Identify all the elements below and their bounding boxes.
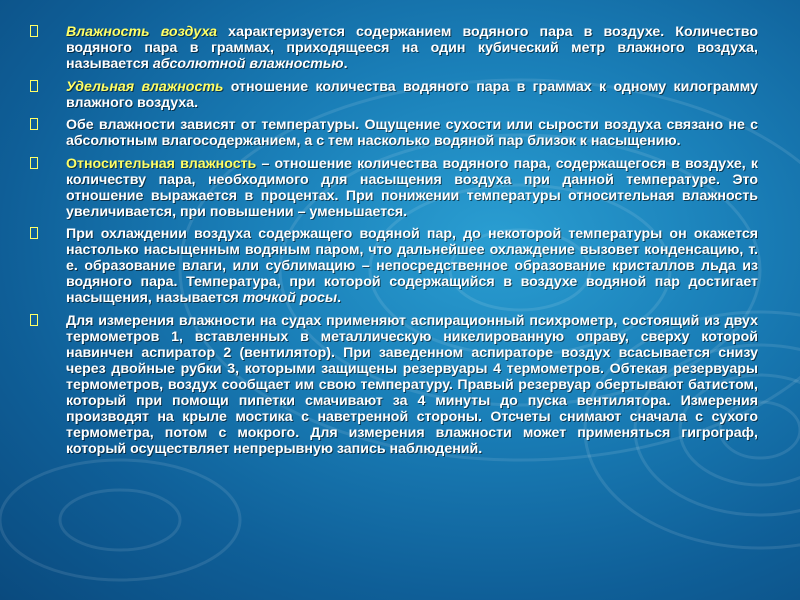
paragraph-text: При охлаждении воздуха содержащего водяной пар, до некоторой температуры он окажется настолько насыщенным водяным паром, что дальнейшее охлаждение вызовет конденсацию, т. е. образование влаги, или сублимацию – непосредственное образование кристаллов льда из водяного пара. Температура, при которой содержащийся в воздухе водяной пар достигает насыщения, называется [66, 226, 758, 307]
paragraph-text-end: . [337, 290, 342, 307]
square-bullet-icon [30, 157, 39, 170]
term-air-humidity: Влажность воздуха [66, 24, 218, 40]
paragraph-text: – отношение количества водяного пара, содержащегося в воздухе, к количеству пара, необходимого для насыщения воздуха при данной температуре. Это отношение выражается в процентах. При понижении температуры относительная влажность увеличивается, при повышении – уменьшается. [66, 155, 758, 220]
paragraph-psychrometer [30, 313, 758, 457]
paragraph-text: характеризуется содержанием водяного пара в воздухе. Количество водяного пара в граммах, приходящееся на один кубический метр влажного воздуха, называется [66, 24, 758, 72]
square-bullet-icon [30, 314, 39, 327]
paragraph-dew-point [30, 226, 758, 306]
square-bullet-icon [30, 80, 39, 93]
term-absolute-humidity: абсолютной влажностью [152, 56, 344, 72]
paragraph-text-end: . [343, 56, 348, 72]
paragraph-text: отношение количества водяного пара в граммах к одному килограмму влажного воздуха. [66, 78, 758, 111]
paragraph-temperature-dependence [30, 117, 758, 149]
square-bullet-icon [30, 227, 39, 240]
paragraph-absolute-humidity [30, 24, 758, 72]
term-specific-humidity: Удельная влажность [66, 78, 224, 95]
paragraph-text: Для измерения влажности на судах применяют аспирационный психрометр, состоящий из двух термометров 1, вставленных в металлическую никелированную оправу, сверху которой навинчен аспиратор 2 (вентилятор). При заведенном аспираторе воздух всасывается снизу через двойные рубки 3, которыми защищены резервуары 4 термометров. Обтекая резервуары термометров, воздух сообщает им свою температуру. Правый резервуар обертывают батистом, который при помощи пипетки смачивают за 4 минуты до пуска вентилятора. Измерения производят на крыле мостика с наветренной стороны. Отсчеты снимают сначала с сухого термометра, потом с мокрого. Для измерения влажности может применяться гигрограф, который осуществляет непрерывную запись наблюдений. [66, 312, 758, 457]
square-bullet-icon [30, 118, 39, 131]
paragraph-relative-humidity [30, 156, 758, 220]
paragraph-text: Обе влажности зависят от температуры. Ощущение сухости или сырости воздуха связано не с абсолютным влагосодержанием, а с тем насколько водяной пар близок к насыщению. [66, 117, 758, 150]
paragraph-specific-humidity [30, 79, 758, 111]
text-content [30, 24, 758, 576]
term-relative-humidity: Относительная влажность [66, 155, 257, 172]
square-bullet-icon [30, 25, 39, 38]
term-dew-point: точкой росы [242, 290, 338, 307]
